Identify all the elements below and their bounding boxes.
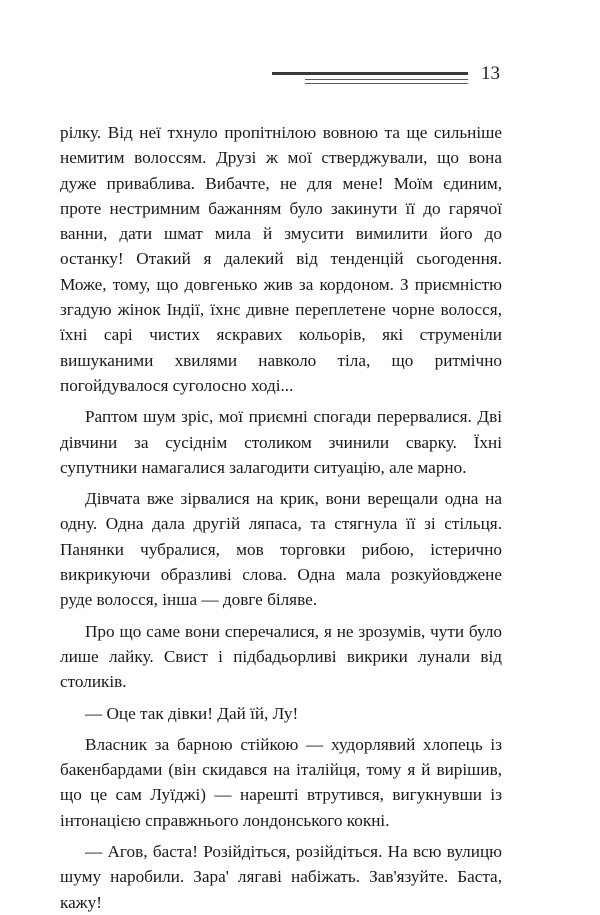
- paragraph: Раптом шум зріс, мої приємні спогади перервалися. Дві дівчини за сусіднім столиком зчинили сварку. Їхні супутники намагалися залагодити ситуацію, але марно.: [60, 407, 502, 477]
- dialogue-line: — Агов, баста! Розійдіться, розійдіться. На всю вулицю шуму наробили. Зара' лягаві набіжать. Зав'язуйте. Баста, кажу!: [60, 842, 502, 912]
- page-number: 13: [481, 63, 500, 84]
- dialogue-line: — Оце так дівки! Дай їй, Лу!: [85, 703, 299, 723]
- paragraph: Дівчата вже зірвалися на крик, вони верещали одна на одну. Одна дала другій ляпаса, та стягнула її зі стільця. Панянки чубралися, мов торговки рибою, істерично викрикуючи образливі слова. Одна мала розкуйовджене руде волосся, інша — довге біляве.: [60, 489, 502, 610]
- paragraph: Власник за барною стійкою — худорлявий хлопець із бакенбардами (він скидався на італійця, тому я й вирішив, що це сам Луїджі) — нарешті втрутився, вигукнувши із інтонацією справжнього лондонського кокні.: [60, 734, 502, 830]
- header-rule-thin-lower: [305, 83, 468, 84]
- header-rule-thin-upper: [305, 79, 468, 80]
- header-rule-thick: [272, 72, 468, 75]
- paragraph: Про що саме вони сперечалися, я не зрозумів, чути було лише лайку. Свист і підбадьорливі викрики лунали від столиків.: [60, 621, 502, 692]
- page-header: [0, 62, 600, 92]
- body-text: [60, 120, 502, 915]
- paragraph: рілку. Від неї тхнуло пропітнілою вовною та ще сильніше немитим волоссям. Друзі ж мої стверджували, що вона дуже приваблива. Вибачте, не для мене! Моїм єдиним, проте нестримним бажанням було закинути її до гарячої ванни, дати шмат мила й змусити вимилити його до останку! Отакий я далекий від тенденцій сьогодення. Може, тому, що довгенько жив за кордоном. З приємністю згадую жінок Індії, їхнє дивне переплетене чорне волосся, їхні сарі чистих яскравих кольорів, які струменіли вишуканими хвилями навколо тіла, що ритмічно погойдувалося суголосно ході...: [60, 123, 502, 395]
